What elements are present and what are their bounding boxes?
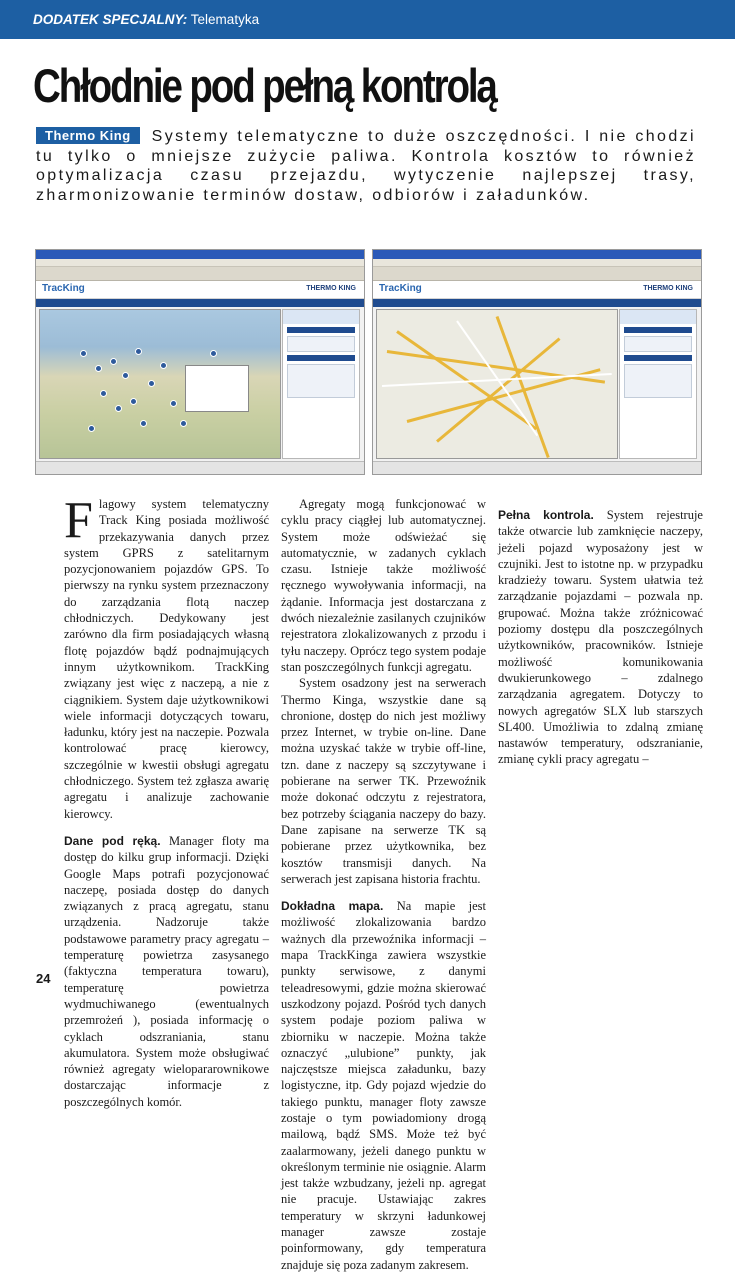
window-toolbar: [373, 267, 701, 281]
status-strip: [36, 461, 364, 474]
paragraph: [64, 492, 269, 822]
subheading: Dokładna mapa.: [281, 899, 384, 914]
app-body: [373, 306, 701, 462]
vehicle-marker: [140, 420, 147, 427]
panel-logo: [620, 310, 696, 324]
window-menubar: [373, 259, 701, 267]
vehicle-marker: [88, 425, 95, 432]
vehicle-marker: [160, 362, 167, 369]
screenshot-europe-map: [35, 249, 365, 475]
subheading: Pełna kontrola.: [498, 508, 594, 522]
paragraph: [281, 898, 486, 1273]
tracking-logo: TracKing: [379, 283, 422, 294]
map-road: [436, 338, 560, 443]
panel-box: [287, 336, 355, 352]
paragraph-text: Na mapie jest możliwość zlokalizowania bardzo ważnych dla przewoźnika informacji – mapa TrackKinga zawiera wszystkie punkty serwisowe, z danymi teleadresowymi, gdzie można skierować uszkodzony pojazd. Pośród tych danych system podaje poziom paliwa w zbiorniku w naczepie. Można także oznaczyć „ulubione” punkty, jak najczęstsze miejsca załadunku, bazy logistyczne, itp. Gdy pojazd wjedzie do takiego punktu, manager floty zawsze zostaje o tym powiadomiony drogą mailową, bądź SMS. Może też być zaalarmowany, jeżeli danego punktu w określonym terminie nie osiągnie. Alarm jest także wzbudzany, jeżeli np. agregat nie pracuje. Ustawiając zakres temperatury w skrzyni ładunkowej manager zawsze zostaje poinformowany, gdy temperatura znajduje się poza zadanym zakresem.: [281, 899, 486, 1272]
vehicle-marker: [95, 365, 102, 372]
window-titlebar: [36, 250, 364, 259]
panel-bar: [624, 327, 692, 333]
app-header: [373, 281, 701, 299]
paragraph: Agregaty mogą funkcjonować w cyklu pracy ciągłej lub automatycznej. System może odświeżać się automatycznie, w zadanych cyklach czasu. Istnieje także możliwość ręcznego wywoływania informacji, na żądanie. Informacja jest dostarczana z dwóch niezależnie zasilanych czujników rejestratora zlokalizowanych z przodu i tyłu naczepy. Oprócz tego system podaje stan poszczególnych funkcji agregatu.: [281, 497, 486, 674]
paragraph-text: Manager floty ma dostęp do kilku grup informacji. Dzięki Google Maps potrafi pozycjonować naczepę, posiada dostęp do danych związanych z pracą agregatu, stanu urządzenia. Nadzoruje także podstawowe parametry pracy agregatu – temperaturę powietrza zasysanego (faktyczna temperatura towaru), temperaturę powietrza wydmuchiwanego (ewentualnych przemrożeń ), posiada informację o cyklach odszraniania, stanu akumulatora. System może obsługiwać również agregaty wielopararownikowe dostarczając informacje z poszczególnych komór.: [64, 833, 270, 1109]
subheading: Dane pod ręką.: [64, 833, 161, 848]
vehicle-marker: [110, 358, 117, 365]
road-map: [376, 309, 618, 459]
vehicle-marker: [170, 400, 177, 407]
map-info-popup: [185, 365, 249, 412]
side-panel: [282, 309, 360, 459]
lead-text: Systemy telematyczne to duże oszczędności. I nie chodzi tu tylko o mniejsze zużycie paliwa. Kontrola kosztów to również optymalizacja czasu przejazdu, wytyczenie najlepszej trasy, zharmonizowanie terminów dostaw, odbiorów i załadunków.: [36, 128, 696, 204]
paragraph-text: System rejestruje także otwarcie lub zamknięcie naczepy, jeżeli pojazd wyposażony jest w czujniki. Jest to istotne np. w przypadku kradzieży towaru. System ułatwia też zarządzanie pojazdami – pozwala np. grupować. Można także zróżnicować poziomy dostępu dla poszczególnych użytkowników, pracowników. Istnieje możliwość komunikowania dwukierunkowego – zdalnego zarządzania agregatem. Dotyczy to nowych agregatów SLX lub starszych SL400. Umożliwia to zdalną zmianę nastawów temperatury, odszranianie, zmianę cykli pracy agregatu –: [498, 508, 703, 767]
paragraph: [498, 507, 703, 768]
status-strip: [373, 461, 701, 474]
tracking-logo: TracKing: [42, 283, 85, 294]
drop-cap: F: [64, 492, 93, 549]
europe-map: [39, 309, 281, 459]
window-menubar: [36, 259, 364, 267]
paragraph: System osadzony jest na serwerach Thermo Kinga, wszystkie dane są chronione, dostęp do nich jest możliwy przez Internet, w trybie on-line. Dane można uzyskać także w trybie off-line, tzn. dane z naczepy są szczytywane i pobierane na serwer TK. Przewoźnik może dokonać odczytu z rejestratora, bez potrzeby ściągania naczepy do bazy. Dane zapisane na serwerze TK są pobierane przez użytkownika, bez kosztów transmisji danych. Na serwerach jest zapisana historia frachtu.: [281, 676, 486, 886]
app-header: [36, 281, 364, 299]
window-toolbar: [36, 267, 364, 281]
screenshot-road-map: [372, 249, 702, 475]
column-1: [64, 492, 270, 1110]
section-topic: Telematyka: [190, 12, 260, 27]
vehicle-marker: [135, 348, 142, 355]
vehicle-marker: [210, 350, 217, 357]
thermo-king-logo: THERMO KING: [643, 285, 693, 292]
side-panel: [619, 309, 697, 459]
panel-box: [624, 364, 692, 398]
paragraph: [64, 833, 269, 1110]
panel-bar: [624, 355, 692, 361]
vehicle-marker: [130, 398, 137, 405]
vehicle-marker: [180, 420, 187, 427]
panel-bar: [287, 327, 355, 333]
page-number: 24: [36, 971, 51, 986]
article-body: [64, 492, 712, 1272]
brand-badge: Thermo King: [36, 127, 140, 144]
vehicle-marker: [80, 350, 87, 357]
column-2: [281, 496, 486, 1273]
column-3: [498, 496, 703, 768]
vehicle-marker: [100, 390, 107, 397]
thermo-king-logo: THERMO KING: [306, 285, 356, 292]
article-lead: [36, 127, 696, 205]
panel-box: [624, 336, 692, 352]
section-header-bar: [0, 0, 735, 39]
panel-logo: [283, 310, 359, 324]
vehicle-marker: [122, 372, 129, 379]
panel-box: [287, 364, 355, 398]
vehicle-marker: [115, 405, 122, 412]
paragraph-text: lagowy system telematyczny Track King posiada możliwość przekazywania danych przez system GPRS z satelitarnym pozycjonowaniem pojazdów GPS. To pierwszy na rynku system przeznaczony do zarządzania flotą naczep chłodniczych. Dedykowany jest zarówno dla firm posiadających własną flotę pojazdów bądź podnajmujących innym użytkownikom. TrackKing związany jest więc z naczepą, a nie z ciągnikiem. System daje użytkownikowi wiele informacji dotyczących towaru, ładunku, który jest na naczepie. Pozwala kontrolować pracę kierowcy, szczególnie w kwestii obsługi agregatu chłodniczego. System też zgłasza awarię agregatu i analizuje zachowanie kierowcy.: [64, 497, 269, 821]
article-title: Chłodnie pod pełną kontrolą: [33, 59, 496, 112]
panel-bar: [287, 355, 355, 361]
app-body: [36, 306, 364, 462]
vehicle-marker: [148, 380, 155, 387]
window-titlebar: [373, 250, 701, 259]
section-label: DODATEK SPECJALNY:: [33, 12, 188, 27]
